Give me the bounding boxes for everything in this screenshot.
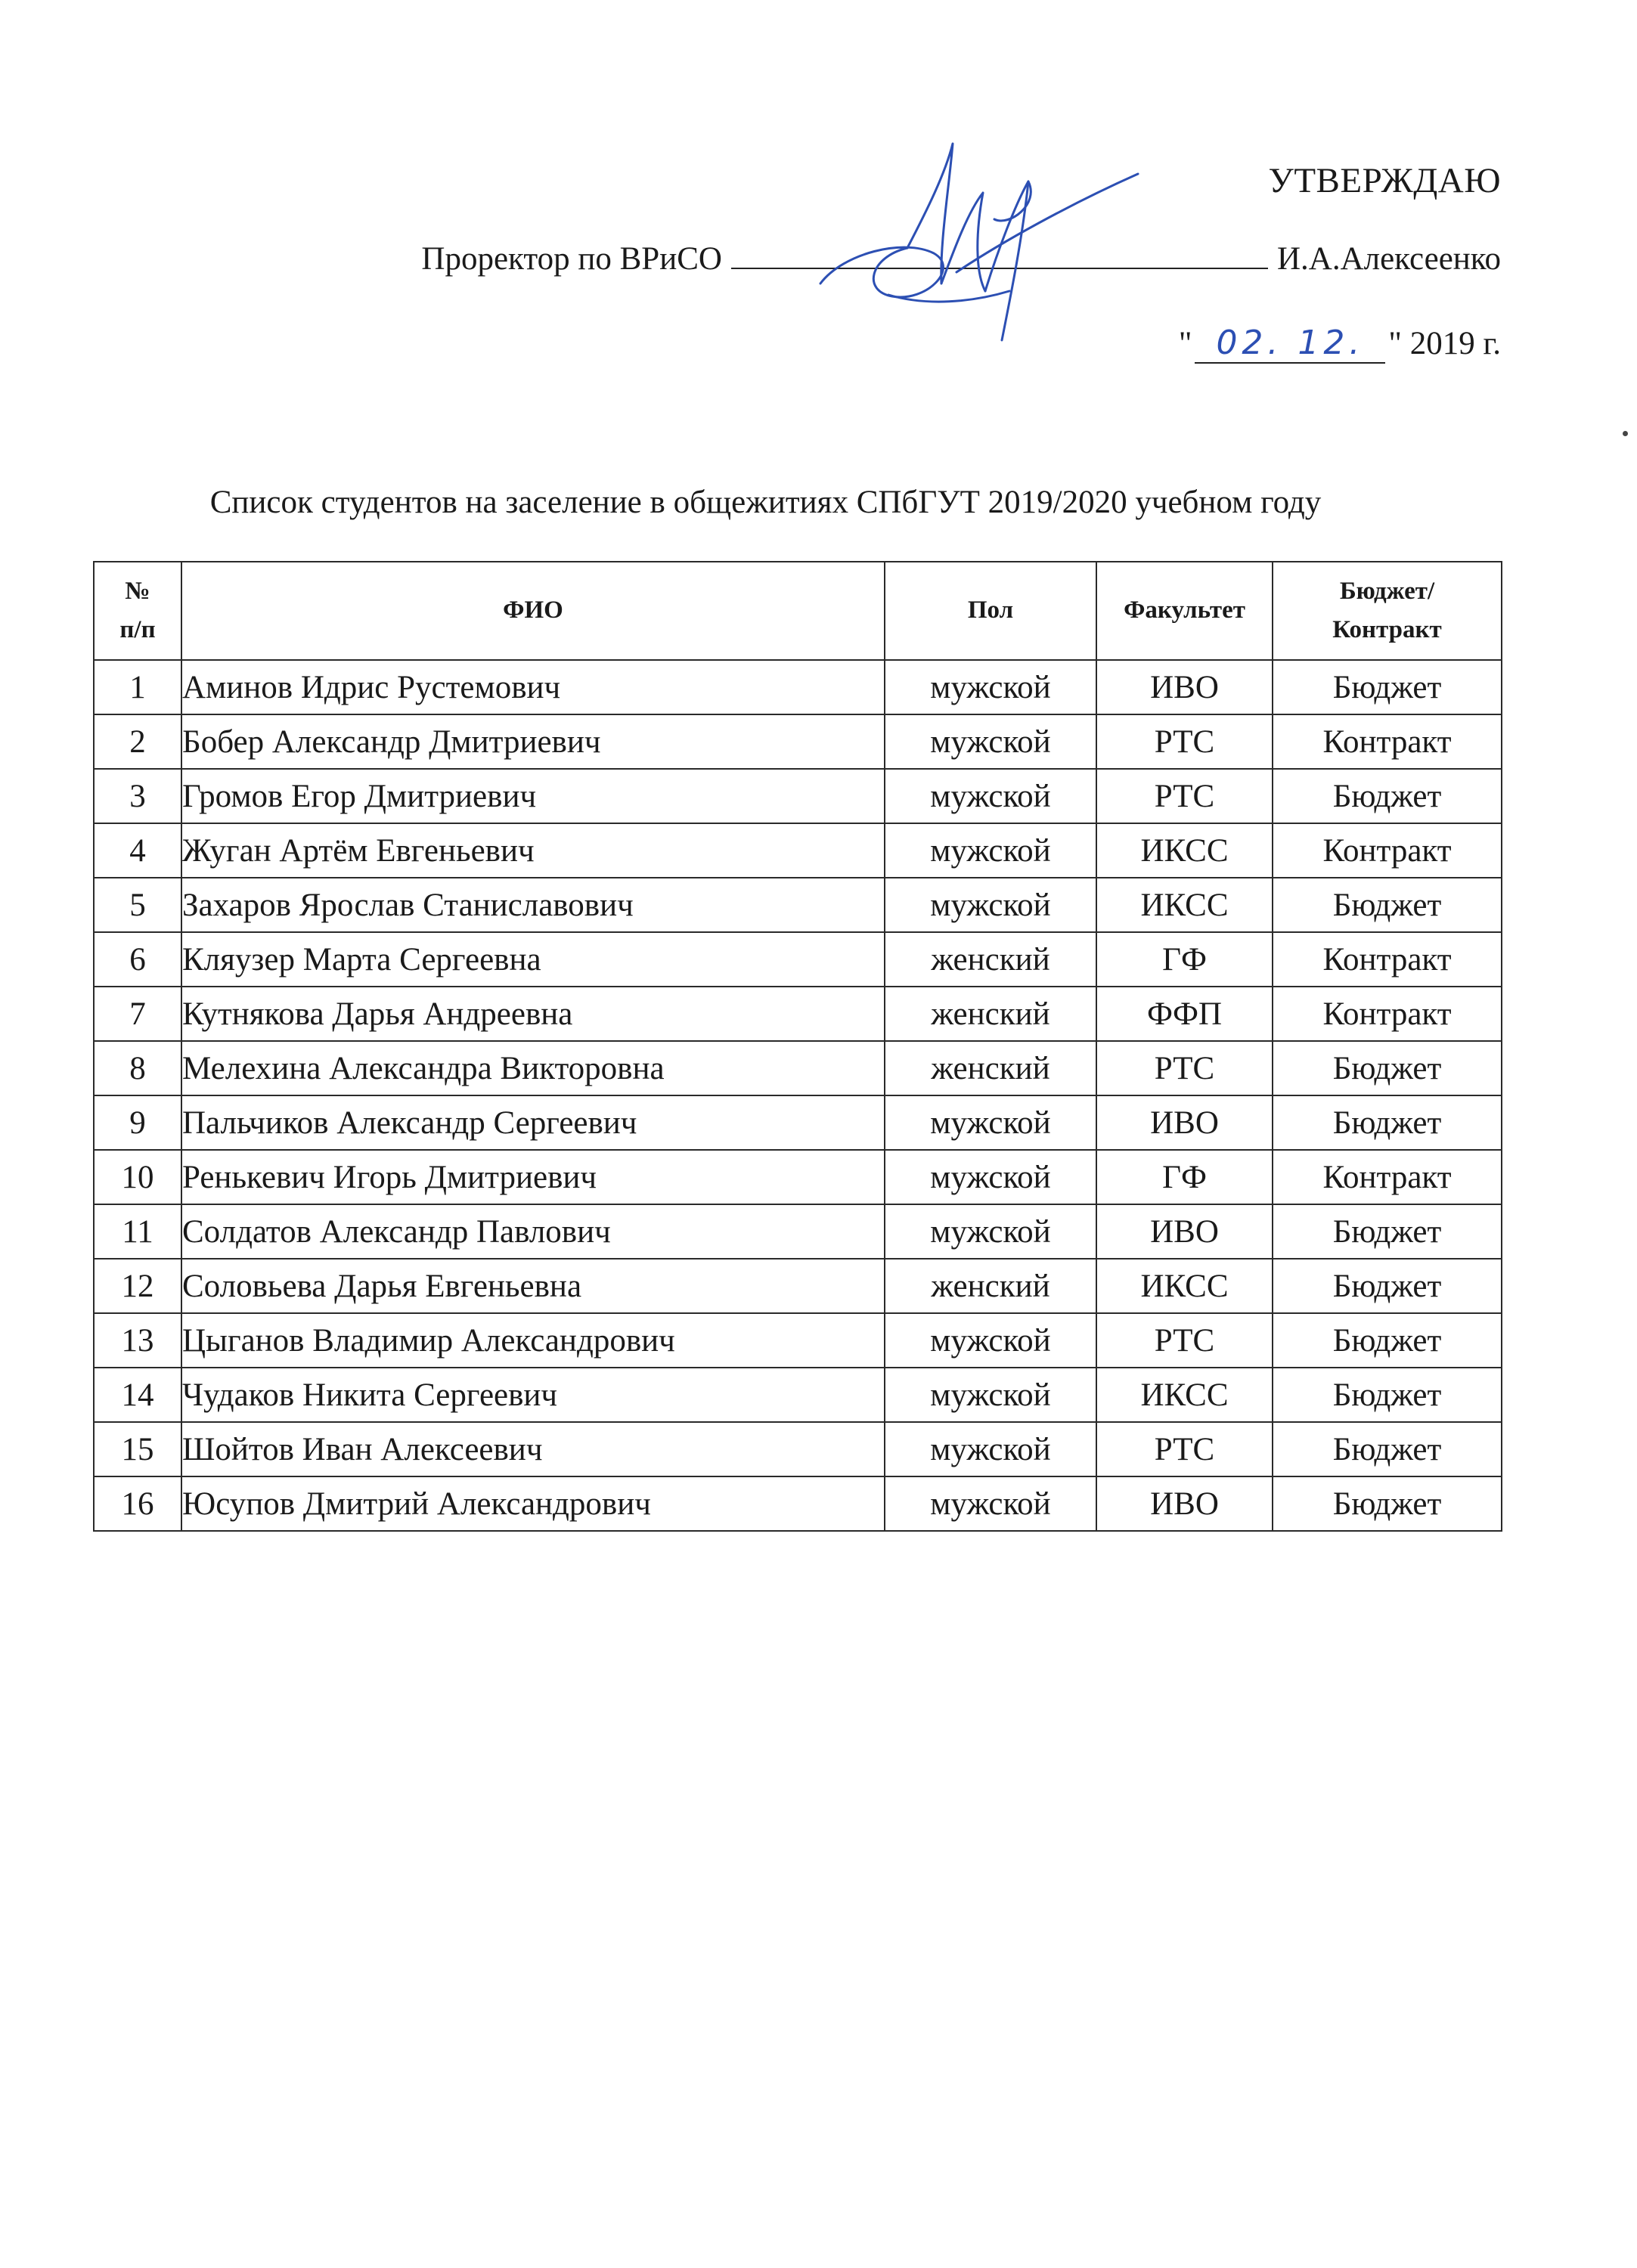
row-budget: Контракт [1273, 823, 1502, 878]
row-gender: мужской [885, 769, 1096, 823]
row-gender: мужской [885, 1095, 1096, 1150]
row-faculty: РТС [1096, 1422, 1273, 1476]
row-num: 6 [94, 932, 181, 987]
row-gender: мужской [885, 1313, 1096, 1368]
row-name: Солдатов Александр Павлович [181, 1204, 885, 1259]
row-num: 7 [94, 987, 181, 1041]
table-row [94, 823, 1502, 878]
table-row [94, 714, 1502, 769]
scan-speck [1623, 431, 1628, 436]
table-row [94, 1368, 1502, 1422]
row-name: Шойтов Иван Алексеевич [181, 1422, 885, 1476]
row-budget: Бюджет [1273, 1368, 1502, 1422]
row-num: 14 [94, 1368, 181, 1422]
row-gender: мужской [885, 1476, 1096, 1531]
header-num: № п/п [94, 562, 181, 660]
row-faculty: ГФ [1096, 1150, 1273, 1204]
table-row [94, 878, 1502, 932]
row-budget: Контракт [1273, 987, 1502, 1041]
signatory-position: Проректор по ВРиСО [421, 241, 722, 277]
table-row [94, 1095, 1502, 1150]
row-gender: мужской [885, 823, 1096, 878]
table-row [94, 1476, 1502, 1531]
row-gender: мужской [885, 1204, 1096, 1259]
signature-line [0, 240, 1501, 277]
row-gender: мужской [885, 660, 1096, 714]
row-gender: мужской [885, 878, 1096, 932]
student-roster-table [93, 561, 1502, 1532]
row-budget: Контракт [1273, 714, 1502, 769]
signatory-name: И.А.Алексеенко [1276, 241, 1501, 277]
table-row [94, 1259, 1502, 1313]
row-name: Юсупов Дмитрий Александрович [181, 1476, 885, 1531]
table-row [94, 1150, 1502, 1204]
row-num: 1 [94, 660, 181, 714]
table-row [94, 1422, 1502, 1476]
row-name: Цыганов Владимир Александрович [181, 1313, 885, 1368]
header-budget: Бюджет/ Контракт [1273, 562, 1502, 660]
row-budget: Контракт [1273, 932, 1502, 987]
row-faculty: ИВО [1096, 1476, 1273, 1531]
row-gender: мужской [885, 714, 1096, 769]
date-year: " 2019 г. [1388, 326, 1501, 361]
row-faculty: ГФ [1096, 932, 1273, 987]
row-num: 4 [94, 823, 181, 878]
row-budget: Бюджет [1273, 1041, 1502, 1095]
row-budget: Бюджет [1273, 1204, 1502, 1259]
row-faculty: РТС [1096, 1041, 1273, 1095]
row-name: Ренькевич Игорь Дмитриевич [181, 1150, 885, 1204]
row-budget: Бюджет [1273, 660, 1502, 714]
table-row [94, 1204, 1502, 1259]
row-name: Кляузер Марта Сергеевна [181, 932, 885, 987]
row-num: 11 [94, 1204, 181, 1259]
table-row [94, 1041, 1502, 1095]
row-faculty: ИКСС [1096, 1259, 1273, 1313]
row-faculty: ФФП [1096, 987, 1273, 1041]
handwritten-signature [813, 121, 1146, 348]
handwritten-date: 02. 12. [1195, 324, 1385, 364]
row-faculty: ИВО [1096, 1204, 1273, 1259]
row-budget: Бюджет [1273, 878, 1502, 932]
approve-label: УТВЕРЖДАЮ [1268, 161, 1501, 200]
row-budget: Бюджет [1273, 1313, 1502, 1368]
row-num: 5 [94, 878, 181, 932]
document-title: Список студентов на заселение в общежитиях СПбГУТ 2019/2020 учебном году [209, 485, 1322, 520]
row-name: Захаров Ярослав Станиславович [181, 878, 885, 932]
row-num: 8 [94, 1041, 181, 1095]
row-gender: мужской [885, 1368, 1096, 1422]
row-num: 3 [94, 769, 181, 823]
row-name: Аминов Идрис Рустемович [181, 660, 885, 714]
table-header-row [94, 562, 1502, 660]
row-name: Мелехина Александра Викторовна [181, 1041, 885, 1095]
date-open-quote: " [1178, 326, 1192, 361]
row-name: Жуган Артём Евгеньевич [181, 823, 885, 878]
header-name: ФИО [181, 562, 885, 660]
row-num: 13 [94, 1313, 181, 1368]
row-name: Кутнякова Дарья Андреевна [181, 987, 885, 1041]
row-faculty: ИКСС [1096, 1368, 1273, 1422]
header-gender: Пол [885, 562, 1096, 660]
approval-date [1179, 324, 1501, 364]
row-faculty: РТС [1096, 714, 1273, 769]
row-name: Громов Егор Дмитриевич [181, 769, 885, 823]
row-budget: Бюджет [1273, 1259, 1502, 1313]
row-faculty: РТС [1096, 769, 1273, 823]
row-name: Чудаков Никита Сергеевич [181, 1368, 885, 1422]
row-num: 12 [94, 1259, 181, 1313]
table-row [94, 769, 1502, 823]
row-faculty: РТС [1096, 1313, 1273, 1368]
row-budget: Бюджет [1273, 769, 1502, 823]
row-faculty: ИКСС [1096, 878, 1273, 932]
row-num: 10 [94, 1150, 181, 1204]
row-gender: женский [885, 932, 1096, 987]
table-row [94, 1313, 1502, 1368]
row-budget: Бюджет [1273, 1476, 1502, 1531]
table-row [94, 987, 1502, 1041]
row-gender: женский [885, 987, 1096, 1041]
row-faculty: ИКСС [1096, 823, 1273, 878]
row-num: 9 [94, 1095, 181, 1150]
table-row [94, 932, 1502, 987]
row-gender: женский [885, 1259, 1096, 1313]
row-num: 15 [94, 1422, 181, 1476]
row-name: Бобер Александр Дмитриевич [181, 714, 885, 769]
row-gender: женский [885, 1041, 1096, 1095]
row-gender: мужской [885, 1422, 1096, 1476]
header-faculty: Факультет [1096, 562, 1273, 660]
row-budget: Бюджет [1273, 1422, 1502, 1476]
row-num: 16 [94, 1476, 181, 1531]
table-row [94, 660, 1502, 714]
row-budget: Бюджет [1273, 1095, 1502, 1150]
row-budget: Контракт [1273, 1150, 1502, 1204]
row-faculty: ИВО [1096, 1095, 1273, 1150]
row-num: 2 [94, 714, 181, 769]
row-name: Пальчиков Александр Сергеевич [181, 1095, 885, 1150]
row-gender: мужской [885, 1150, 1096, 1204]
row-faculty: ИВО [1096, 660, 1273, 714]
row-name: Соловьева Дарья Евгеньевна [181, 1259, 885, 1313]
